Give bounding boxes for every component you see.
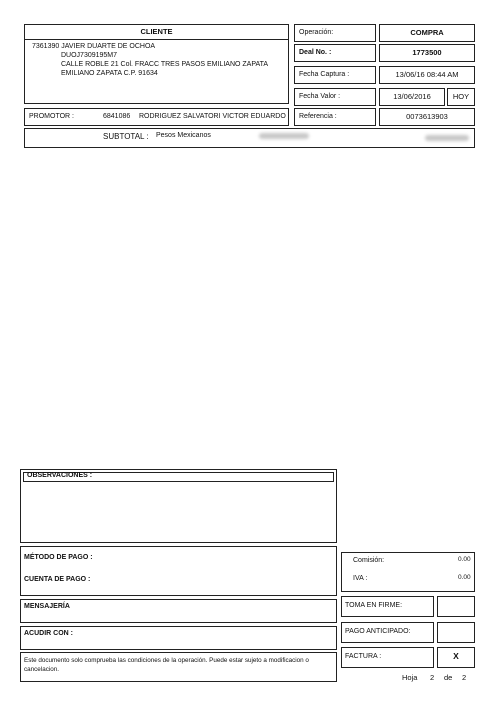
observaciones-box	[20, 469, 337, 543]
deal-label: Deal No. :	[299, 49, 332, 56]
fecha-captura-label: Fecha Captura :	[299, 71, 350, 78]
promotor-label: PROMOTOR :	[29, 113, 74, 120]
comision-value: 0.00	[458, 556, 471, 563]
client-line-1: 7361390 JAVIER DUARTE DE OCHOA	[32, 43, 156, 50]
factura-value-box	[437, 647, 475, 668]
iva-label: IVA :	[353, 575, 368, 582]
disclaimer-line-1: Este documento solo comprueba las condiciones de la operación. Puede estar sujeto a modificacion o	[24, 657, 309, 664]
totals-box	[341, 552, 475, 592]
referencia-label-box	[294, 108, 376, 126]
fecha-valor-tag: HOY	[452, 92, 470, 101]
iva-value: 0.00	[458, 574, 471, 581]
fecha-valor-label-box	[294, 88, 376, 106]
operacion-label-box	[294, 24, 376, 42]
comision-label: Comisión:	[353, 557, 385, 564]
fecha-valor-tag-box	[447, 88, 475, 106]
deal-label-box	[294, 44, 376, 62]
deal-value-box	[379, 44, 475, 62]
acudir-label: ACUDIR CON :	[24, 630, 73, 637]
promotor-box	[24, 108, 289, 126]
subtotal-redacted-total	[425, 135, 469, 141]
subtotal-redacted-amount	[259, 133, 309, 139]
factura-label-box	[341, 647, 434, 668]
client-box	[24, 24, 289, 104]
page-current: 2	[430, 673, 435, 682]
pago-anticipado-label: PAGO ANTICIPADO:	[345, 628, 411, 635]
fecha-captura-value: 13/06/16 08:44 AM	[395, 70, 459, 79]
fecha-valor-label: Fecha Valor :	[299, 93, 341, 100]
pago-anticipado-label-box	[341, 622, 434, 643]
page-hoja-label: Hoja	[402, 673, 418, 682]
acudir-box	[20, 626, 337, 650]
fecha-captura-value-box	[379, 66, 475, 84]
client-line-2: DUOJ7309195M7	[61, 52, 118, 59]
client-line-4: EMILIANO ZAPATA C.P. 91634	[61, 70, 158, 77]
operacion-label: Operación:	[299, 29, 334, 36]
toma-firme-label-box	[341, 596, 434, 617]
disclaimer-box	[20, 652, 337, 682]
client-header: CLIENTE	[140, 27, 173, 36]
fecha-captura-label-box	[294, 66, 376, 84]
cuenta-pago-label: CUENTA DE PAGO :	[24, 576, 91, 583]
observaciones-label: OBSERVACIONES :	[27, 472, 93, 479]
factura-label: FACTURA :	[345, 653, 382, 660]
promotor-name: RODRIGUEZ SALVATORI VICTOR EDUARDO	[139, 113, 286, 120]
fecha-valor-value-box	[379, 88, 445, 106]
referencia-value-box	[379, 108, 475, 126]
factura-value: X	[453, 651, 459, 661]
toma-firme-label: TOMA EN FIRME:	[345, 602, 403, 609]
subtotal-label: SUBTOTAL :	[103, 132, 149, 141]
toma-firme-value-box	[437, 596, 475, 617]
fecha-valor-value: 13/06/2016	[393, 92, 431, 101]
referencia-value: 0073613903	[406, 112, 448, 121]
pago-anticipado-value-box	[437, 622, 475, 643]
client-line-3: CALLE ROBLE 21 Col. FRACC TRES PASOS EMILIANO ZAPATA	[61, 61, 269, 68]
subtotal-currency: Pesos Mexicanos	[156, 132, 211, 139]
subtotal-box	[24, 128, 475, 148]
promotor-id: 6841086	[103, 113, 131, 120]
mensajeria-box	[20, 599, 337, 623]
operacion-value: COMPRA	[410, 28, 444, 37]
pago-box	[20, 546, 337, 596]
operacion-value-box	[379, 24, 475, 42]
metodo-pago-label: MÉTODO DE PAGO :	[24, 554, 93, 561]
referencia-label: Referencia :	[299, 113, 337, 120]
page-of-label: de	[444, 673, 453, 682]
disclaimer-line-2: cancelacion.	[24, 666, 60, 673]
page-total: 2	[462, 673, 467, 682]
deal-value: 1773500	[412, 48, 442, 57]
mensajeria-label: MENSAJERÍA	[24, 603, 70, 610]
